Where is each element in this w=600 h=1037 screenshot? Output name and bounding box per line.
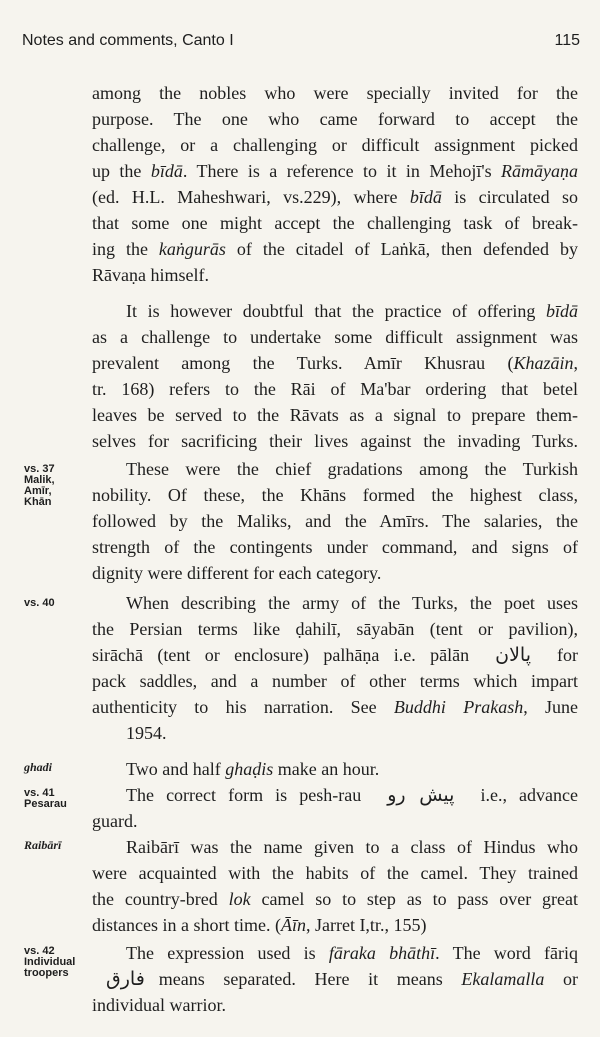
text-line: guard. bbox=[92, 811, 138, 831]
page-number: 115 bbox=[554, 32, 580, 49]
text-line: Two and half ghaḍis make an hour. bbox=[126, 759, 380, 779]
text-line: ing the kaṅgurās of the citadel of Laṅkā, then defended by bbox=[92, 239, 578, 259]
text-line: Raibārī was the name given to a class of Hindus who bbox=[126, 837, 578, 857]
margin-note-vs37: vs. 37 Malik, Amīr, Khān bbox=[24, 463, 55, 508]
text-line: distances in a short time. (Āīn, Jarret I,tr., 155) bbox=[92, 915, 427, 935]
text-line: selves for sacrificing their lives against the invading Turks. bbox=[92, 431, 578, 451]
text-line: among the nobles who were specially invited for the bbox=[92, 83, 578, 103]
margin-note-vs41: vs. 41 Pesarau bbox=[24, 787, 67, 810]
text-line: فارق means separated. Here it means Ekalamalla or bbox=[106, 968, 579, 990]
text-line: purpose. The one who came forward to accept the bbox=[92, 109, 578, 129]
paragraph-persian-terms bbox=[92, 590, 578, 746]
text-line: nobility. Of these, the Khāns formed the highest class, bbox=[92, 485, 578, 505]
text-line: authenticity to his narration. See Buddhi Prakash, June bbox=[92, 697, 579, 717]
text-line: dignity were different for each category. bbox=[92, 563, 382, 583]
text-line: These were the chief gradations among the Turkish bbox=[126, 459, 578, 479]
text-line: It is however doubtful that the practice of offering bīdā bbox=[126, 301, 578, 321]
text-line: The expression used is fāraka bhāthī. The word fāriq bbox=[126, 943, 578, 963]
paragraph-faraka-bhathi bbox=[92, 940, 578, 1018]
text-line: individual warrior. bbox=[92, 995, 226, 1015]
paragraph-gradations bbox=[92, 456, 578, 586]
paragraph-ghadis bbox=[92, 756, 578, 782]
text-line: sirāchā (tent or enclosure) palhāṇa i.e. pālān پالان for bbox=[92, 644, 578, 666]
margin-note-raibari: Raibārī bbox=[24, 838, 62, 852]
text-line: prevalent among the Turks. Amīr Khusrau (Khazāin, bbox=[92, 353, 578, 373]
text-line: The correct form is pesh-rau پیش رو i.e., advance bbox=[126, 784, 578, 806]
text-line: challenge, or a challenging or difficult assignment picked bbox=[92, 135, 578, 155]
persian-word-fariq: فارق bbox=[106, 968, 145, 990]
text-line: When describing the army of the Turks, the poet uses bbox=[126, 593, 578, 613]
text-line: pack saddles, and a number of other terms which impart bbox=[92, 671, 578, 691]
margin-note-vs42: vs. 42 Individual troopers bbox=[24, 945, 76, 979]
paragraph-pesh-rau bbox=[92, 782, 578, 834]
persian-word-pesh-rau: پیش رو bbox=[387, 784, 455, 806]
margin-note-ghadi: ghadi bbox=[24, 760, 53, 774]
text-line: as a challenge to undertake some difficult assignment was bbox=[92, 327, 578, 347]
text-line: (ed. H.L. Maheshwari, vs.229), where bīdā is circulated so bbox=[92, 187, 578, 207]
text-line: Rāvaṇa himself. bbox=[92, 265, 209, 285]
text-line: strength of the contingents under command, and signs of bbox=[92, 537, 578, 557]
margin-note-vs40: vs. 40 bbox=[24, 597, 55, 609]
running-header bbox=[22, 32, 580, 54]
paragraph-turks-practice bbox=[92, 298, 578, 454]
text-line: tr. 168) refers to the Rāi of Ma'bar ordering that betel bbox=[92, 379, 578, 399]
paragraph-bida-challenge bbox=[92, 80, 578, 288]
text-line: the Persian terms like ḍahilī, sāyabān (tent or pavilion), bbox=[92, 619, 578, 639]
text-line: were acquainted with the habits of the camel. They trained bbox=[92, 863, 578, 883]
running-title: Notes and comments, Canto I bbox=[22, 32, 234, 49]
text-line: leaves be served to the Rāvats as a signal to prepare them- bbox=[92, 405, 578, 425]
text-line: the country-bred lok camel so to step as to pass over great bbox=[92, 889, 579, 909]
text-line: 1954. bbox=[126, 723, 167, 743]
text-line: that some one might accept the challenging task of break- bbox=[92, 213, 578, 233]
paragraph-raibari bbox=[92, 834, 578, 938]
persian-word-palan: پالان bbox=[495, 644, 531, 666]
text-line: up the bīdā. There is a reference to it in Mehojī's Rāmāyaṇa bbox=[92, 161, 578, 181]
text-line: followed by the Maliks, and the Amīrs. The salaries, the bbox=[92, 511, 578, 531]
